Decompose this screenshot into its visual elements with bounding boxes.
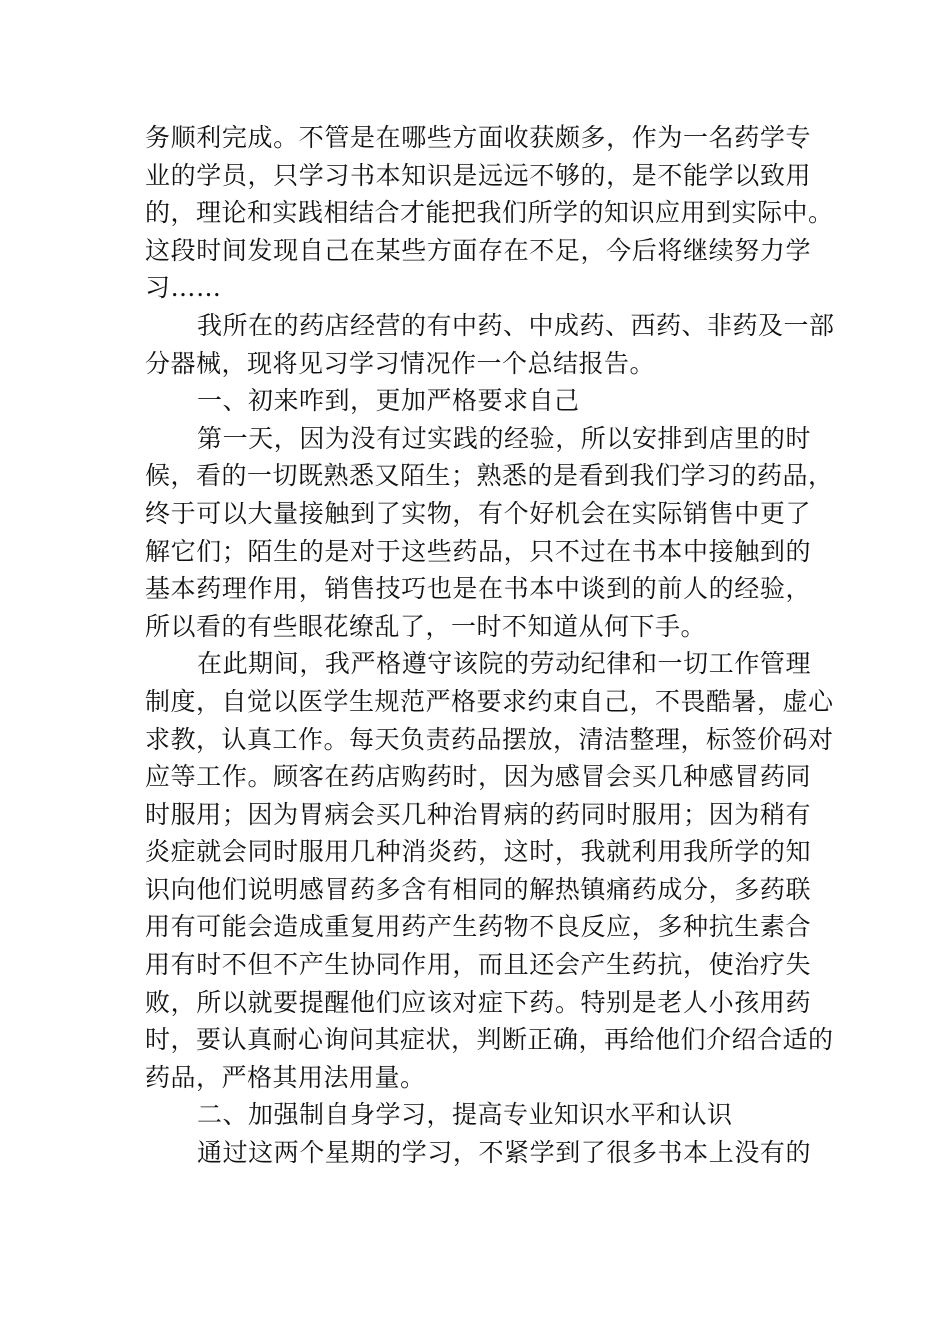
document-body: [145, 119, 835, 1172]
text-line: 用有时不但不产生协同作用，而且还会产生药抗，使治疗失: [145, 950, 811, 980]
text-line: 一、初来咋到，更加严格要求自己: [197, 386, 580, 416]
text-line: 时，要认真耐心询问其症状，判断正确，再给他们介绍合适的: [145, 1025, 834, 1055]
text-line: 炎症就会同时服用几种消炎药，这时，我就利用我所学的知: [145, 837, 811, 867]
text-line: 业的学员，只学习书本知识是远远不够的，是不能学以致用: [145, 160, 811, 190]
text-line: 二、加强制自身学习，提高专业知识水平和认识: [197, 1100, 733, 1130]
text-line: 求教，认真工作。每天负责药品摆放，清洁整理，标签价码对: [145, 724, 834, 754]
text-line: 制度，自觉以医学生规范严格要求约束自己，不畏酷暑，虚心: [145, 686, 834, 716]
text-line: 败，所以就要提醒他们应该对症下药。特别是老人小孩用药: [145, 987, 811, 1017]
text-line: 解它们；陌生的是对于这些药品，只不过在书本中接触到的: [145, 536, 811, 566]
text-line: 通过这两个星期的学习，不紧学到了很多书本上没有的: [197, 1138, 811, 1168]
text-line: 在此期间，我严格遵守该院的劳动纪律和一切工作管理: [197, 649, 811, 679]
text-line: 第一天，因为没有过实践的经验，所以安排到店里的时: [197, 423, 811, 453]
text-line: 的，理论和实践相结合才能把我们所学的知识应用到实际中。: [145, 198, 834, 228]
text-line: 我所在的药店经营的有中药、中成药、西药、非药及一部: [197, 310, 835, 340]
text-line: 识向他们说明感冒药多含有相同的解热镇痛药成分，多药联: [145, 874, 811, 904]
text-line: 基本药理作用，销售技巧也是在书本中谈到的前人的经验，: [145, 574, 811, 604]
text-line: 所以看的有些眼花缭乱了，一时不知道从何下手。: [145, 611, 707, 641]
text-line: 用有可能会造成重复用药产生药物不良反应，多种抗生素合: [145, 912, 811, 942]
text-line: 应等工作。顾客在药店购药时，因为感冒会买几种感冒药同: [145, 762, 811, 792]
text-line: 习……: [145, 273, 222, 303]
text-line: 分器械，现将见习学习情况作一个总结报告。: [145, 348, 656, 378]
text-line: 候，看的一切既熟悉又陌生；熟悉的是看到我们学习的药品，: [145, 461, 834, 491]
text-line: 药品，严格其用法用量。: [145, 1062, 426, 1092]
text-line: 终于可以大量接触到了实物，有个好机会在实际销售中更了: [145, 498, 811, 528]
text-line: 时服用；因为胃病会买几种治胃病的药同时服用；因为稍有: [145, 799, 811, 829]
text-line: 这段时间发现自己在某些方面存在不足，今后将继续努力学: [145, 235, 811, 265]
text-line: 务顺利完成。不管是在哪些方面收获颇多，作为一名药学专: [145, 123, 811, 152]
